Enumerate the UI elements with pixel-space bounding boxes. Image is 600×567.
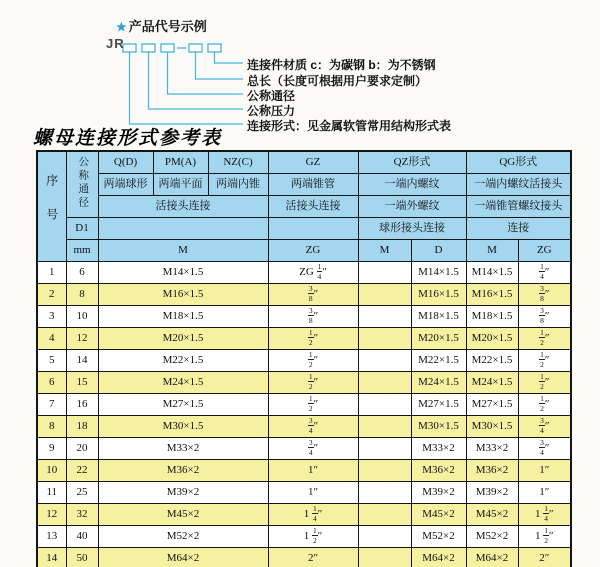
diagram-title-text: 产品代号示例 xyxy=(128,19,207,34)
cell-seq: 1 xyxy=(37,262,66,284)
cell-dn: 18 xyxy=(66,416,98,438)
table-row xyxy=(37,284,571,306)
cell-dn: 25 xyxy=(66,482,98,504)
cell-qz_m xyxy=(358,416,411,438)
header-gz: GZ xyxy=(268,151,358,174)
cell-qg_zg: $\frac{1}{4}$ ″ xyxy=(518,262,571,284)
header-blank-left xyxy=(98,218,268,240)
cell-dn: 22 xyxy=(66,460,98,482)
header-qz-desc2: 一端外螺纹 xyxy=(358,196,466,218)
cell-m: M24×1.5 xyxy=(98,372,268,394)
table-row xyxy=(37,306,571,328)
cell-qz_d: M39×2 xyxy=(411,482,466,504)
table-row xyxy=(37,350,571,372)
cell-dn: 14 xyxy=(66,350,98,372)
cell-seq: 5 xyxy=(37,350,66,372)
table-row xyxy=(37,526,571,548)
cell-qg_m: M36×2 xyxy=(466,460,518,482)
cell-qz_d: M18×1.5 xyxy=(411,306,466,328)
header-q: Q(D) xyxy=(98,151,153,174)
cell-qg_zg: 1 $\frac{1}{2}$ ″ xyxy=(518,526,571,548)
cell-dn: 8 xyxy=(66,284,98,306)
header-qz-m: M xyxy=(358,240,411,262)
cell-qg_m: M27×1.5 xyxy=(466,394,518,416)
cell-qz_d: M36×2 xyxy=(411,460,466,482)
cell-seq: 7 xyxy=(37,394,66,416)
cell-qg_m: M22×1.5 xyxy=(466,350,518,372)
cell-qz_d: M52×2 xyxy=(411,526,466,548)
table-title: 螺母连接形式参考表 xyxy=(33,127,223,149)
diagram-label-length: 总长（长度可根据用户要求定制） xyxy=(247,74,428,88)
header-qz: QZ形式 xyxy=(358,151,466,174)
diagram-title xyxy=(116,16,207,35)
cell-dn: 32 xyxy=(66,504,98,526)
cell-zg: $\frac{3}{4}$ ″ xyxy=(268,438,358,460)
header-qg-desc2: 一端锥管螺纹接头 xyxy=(466,196,571,218)
cell-qg_m: M18×1.5 xyxy=(466,306,518,328)
cell-qg_m: M45×2 xyxy=(466,504,518,526)
cell-qg_m: M16×1.5 xyxy=(466,284,518,306)
cell-m: M33×2 xyxy=(98,438,268,460)
cell-qz_m xyxy=(358,284,411,306)
cell-qg_zg: $\frac{1}{2}$ ″ xyxy=(518,328,571,350)
cell-m: M14×1.5 xyxy=(98,262,268,284)
table-row xyxy=(37,262,571,284)
cell-zg: 1″ xyxy=(268,482,358,504)
diagram-label-connection: 连接形式：见金属软管常用结构形式表 xyxy=(247,119,452,133)
cell-m: M27×1.5 xyxy=(98,394,268,416)
table-body xyxy=(37,262,571,567)
table-header xyxy=(37,151,571,262)
header-m-unit: M xyxy=(98,240,268,262)
table-row xyxy=(37,372,571,394)
header-qz-d: D xyxy=(411,240,466,262)
cell-m: M20×1.5 xyxy=(98,328,268,350)
cell-seq: 9 xyxy=(37,438,66,460)
cell-qz_d: M22×1.5 xyxy=(411,350,466,372)
cell-qg_zg: 1 $\frac{1}{4}$ ″ xyxy=(518,504,571,526)
cell-qz_m xyxy=(358,328,411,350)
star-icon: ★ xyxy=(116,20,127,34)
cell-qz_m xyxy=(358,262,411,284)
header-nz: NZ(C) xyxy=(208,151,268,174)
cell-seq: 14 xyxy=(37,548,66,567)
header-blank-gz xyxy=(268,218,358,240)
cell-qz_m xyxy=(358,394,411,416)
cell-dn: 15 xyxy=(66,372,98,394)
header-q-desc: 两端球形 xyxy=(98,174,153,196)
cell-qz_d: M64×2 xyxy=(411,548,466,567)
cell-zg: $\frac{1}{2}$ ″ xyxy=(268,350,358,372)
cell-qz_m xyxy=(358,438,411,460)
table-row xyxy=(37,460,571,482)
cell-qg_m: M24×1.5 xyxy=(466,372,518,394)
cell-qz_m xyxy=(358,504,411,526)
header-d1: D1 xyxy=(66,218,98,240)
cell-m: M18×1.5 xyxy=(98,306,268,328)
cell-qz_m xyxy=(358,350,411,372)
table-row xyxy=(37,504,571,526)
diagram-label-material: 连接件材质 c：为碳钢 b：为不锈钢 xyxy=(247,58,436,72)
cell-m: M16×1.5 xyxy=(98,284,268,306)
product-code-prefix: JR xyxy=(106,36,125,51)
leader-line-length xyxy=(196,52,244,79)
table-row xyxy=(37,416,571,438)
cell-qg_zg: $\frac{3}{4}$ ″ xyxy=(518,416,571,438)
cell-qz_d: M27×1.5 xyxy=(411,394,466,416)
cell-m: M30×1.5 xyxy=(98,416,268,438)
cell-zg: $\frac{3}{4}$ ″ xyxy=(268,416,358,438)
cell-qg_m: M14×1.5 xyxy=(466,262,518,284)
diagram-label-diameter: 公称通径 xyxy=(247,89,296,103)
header-mm: mm xyxy=(66,240,98,262)
code-box-4 xyxy=(189,44,202,52)
cell-qg_zg: 1″ xyxy=(518,460,571,482)
header-qg: QG形式 xyxy=(466,151,571,174)
cell-zg: 1 $\frac{1}{2}$ ″ xyxy=(268,526,358,548)
cell-qz_d: M16×1.5 xyxy=(411,284,466,306)
cell-zg: $\frac{1}{2}$ ″ xyxy=(268,328,358,350)
header-nz-desc: 两端内锥 xyxy=(208,174,268,196)
header-pm-desc: 两端平面 xyxy=(153,174,208,196)
cell-dn: 20 xyxy=(66,438,98,460)
cell-qz_m xyxy=(358,306,411,328)
header-seq: 序号 xyxy=(37,151,66,262)
cell-dn: 6 xyxy=(66,262,98,284)
cell-m: M45×2 xyxy=(98,504,268,526)
table-row xyxy=(37,394,571,416)
cell-qg_zg: 1″ xyxy=(518,482,571,504)
cell-qz_d: M24×1.5 xyxy=(411,372,466,394)
cell-seq: 13 xyxy=(37,526,66,548)
diagram-label-pressure: 公称压力 xyxy=(247,104,296,118)
cell-qg_m: M39×2 xyxy=(466,482,518,504)
cell-qg_m: M52×2 xyxy=(466,526,518,548)
cell-m: M22×1.5 xyxy=(98,350,268,372)
cell-zg: 1 $\frac{1}{4}$ ″ xyxy=(268,504,358,526)
header-gz-conn: 活接头连接 xyxy=(268,196,358,218)
code-box-3 xyxy=(161,44,174,52)
cell-qz_m xyxy=(358,526,411,548)
code-box-2 xyxy=(142,44,155,52)
cell-qz_d: M14×1.5 xyxy=(411,262,466,284)
cell-seq: 6 xyxy=(37,372,66,394)
cell-seq: 11 xyxy=(37,482,66,504)
nut-connection-table xyxy=(36,150,572,567)
cell-qg_m: M20×1.5 xyxy=(466,328,518,350)
cell-qg_m: M30×1.5 xyxy=(466,416,518,438)
cell-seq: 12 xyxy=(37,504,66,526)
cell-qg_zg: $\frac{3}{8}$ ″ xyxy=(518,306,571,328)
header-qg-zg: ZG xyxy=(518,240,571,262)
cell-qz_d: M45×2 xyxy=(411,504,466,526)
cell-zg: $\frac{3}{8}$ ″ xyxy=(268,306,358,328)
cell-qg_zg: $\frac{3}{8}$ ″ xyxy=(518,284,571,306)
header-gz-unit: ZG xyxy=(268,240,358,262)
header-qg-desc1: 一端内螺纹活接头 xyxy=(466,174,571,196)
cell-m: M36×2 xyxy=(98,460,268,482)
header-qg-conn: 连接 xyxy=(466,218,571,240)
cell-qz_d: M20×1.5 xyxy=(411,328,466,350)
cell-dn: 12 xyxy=(66,328,98,350)
cell-qz_m xyxy=(358,482,411,504)
code-box-5 xyxy=(208,44,221,52)
cell-qz_m xyxy=(358,548,411,567)
table-row xyxy=(37,548,571,567)
cell-dn: 40 xyxy=(66,526,98,548)
cell-zg: 1″ xyxy=(268,460,358,482)
header-dn: 公称通径 xyxy=(66,151,98,218)
cell-qz_d: M33×2 xyxy=(411,438,466,460)
cell-zg: ZG $\frac{1}{4}$ ″ xyxy=(268,262,358,284)
cell-qg_zg: 2″ xyxy=(518,548,571,567)
cell-zg: $\frac{1}{2}$ ″ xyxy=(268,394,358,416)
cell-m: M39×2 xyxy=(98,482,268,504)
cell-zg: 2″ xyxy=(268,548,358,567)
cell-dn: 10 xyxy=(66,306,98,328)
cell-qg_zg: $\frac{1}{2}$ ″ xyxy=(518,372,571,394)
cell-qg_m: M33×2 xyxy=(466,438,518,460)
cell-m: M52×2 xyxy=(98,526,268,548)
header-pm: PM(A) xyxy=(153,151,208,174)
cell-m: M64×2 xyxy=(98,548,268,567)
table-row xyxy=(37,482,571,504)
leader-line-diameter xyxy=(168,52,244,94)
cell-seq: 10 xyxy=(37,460,66,482)
header-union-conn: 活接头连接 xyxy=(98,196,268,218)
cell-zg: $\frac{3}{8}$ ″ xyxy=(268,284,358,306)
table-row xyxy=(37,438,571,460)
cell-zg: $\frac{1}{2}$ ″ xyxy=(268,372,358,394)
header-qg-m: M xyxy=(466,240,518,262)
cell-qg_m: M64×2 xyxy=(466,548,518,567)
cell-dn: 50 xyxy=(66,548,98,567)
cell-seq: 2 xyxy=(37,284,66,306)
cell-qg_zg: $\frac{1}{2}$ ″ xyxy=(518,394,571,416)
header-qz-desc1: 一端内螺纹 xyxy=(358,174,466,196)
cell-dn: 16 xyxy=(66,394,98,416)
cell-qg_zg: $\frac{1}{2}$ ″ xyxy=(518,350,571,372)
leader-line-material xyxy=(215,52,244,63)
cell-seq: 8 xyxy=(37,416,66,438)
cell-seq: 4 xyxy=(37,328,66,350)
cell-qg_zg: $\frac{3}{4}$ ″ xyxy=(518,438,571,460)
table-row xyxy=(37,328,571,350)
header-gz-desc: 两端锥管 xyxy=(268,174,358,196)
code-box-1 xyxy=(123,44,136,52)
header-qz-conn: 球形接头连接 xyxy=(358,218,466,240)
cell-qz_d: M30×1.5 xyxy=(411,416,466,438)
cell-qz_m xyxy=(358,460,411,482)
cell-qz_m xyxy=(358,372,411,394)
cell-seq: 3 xyxy=(37,306,66,328)
